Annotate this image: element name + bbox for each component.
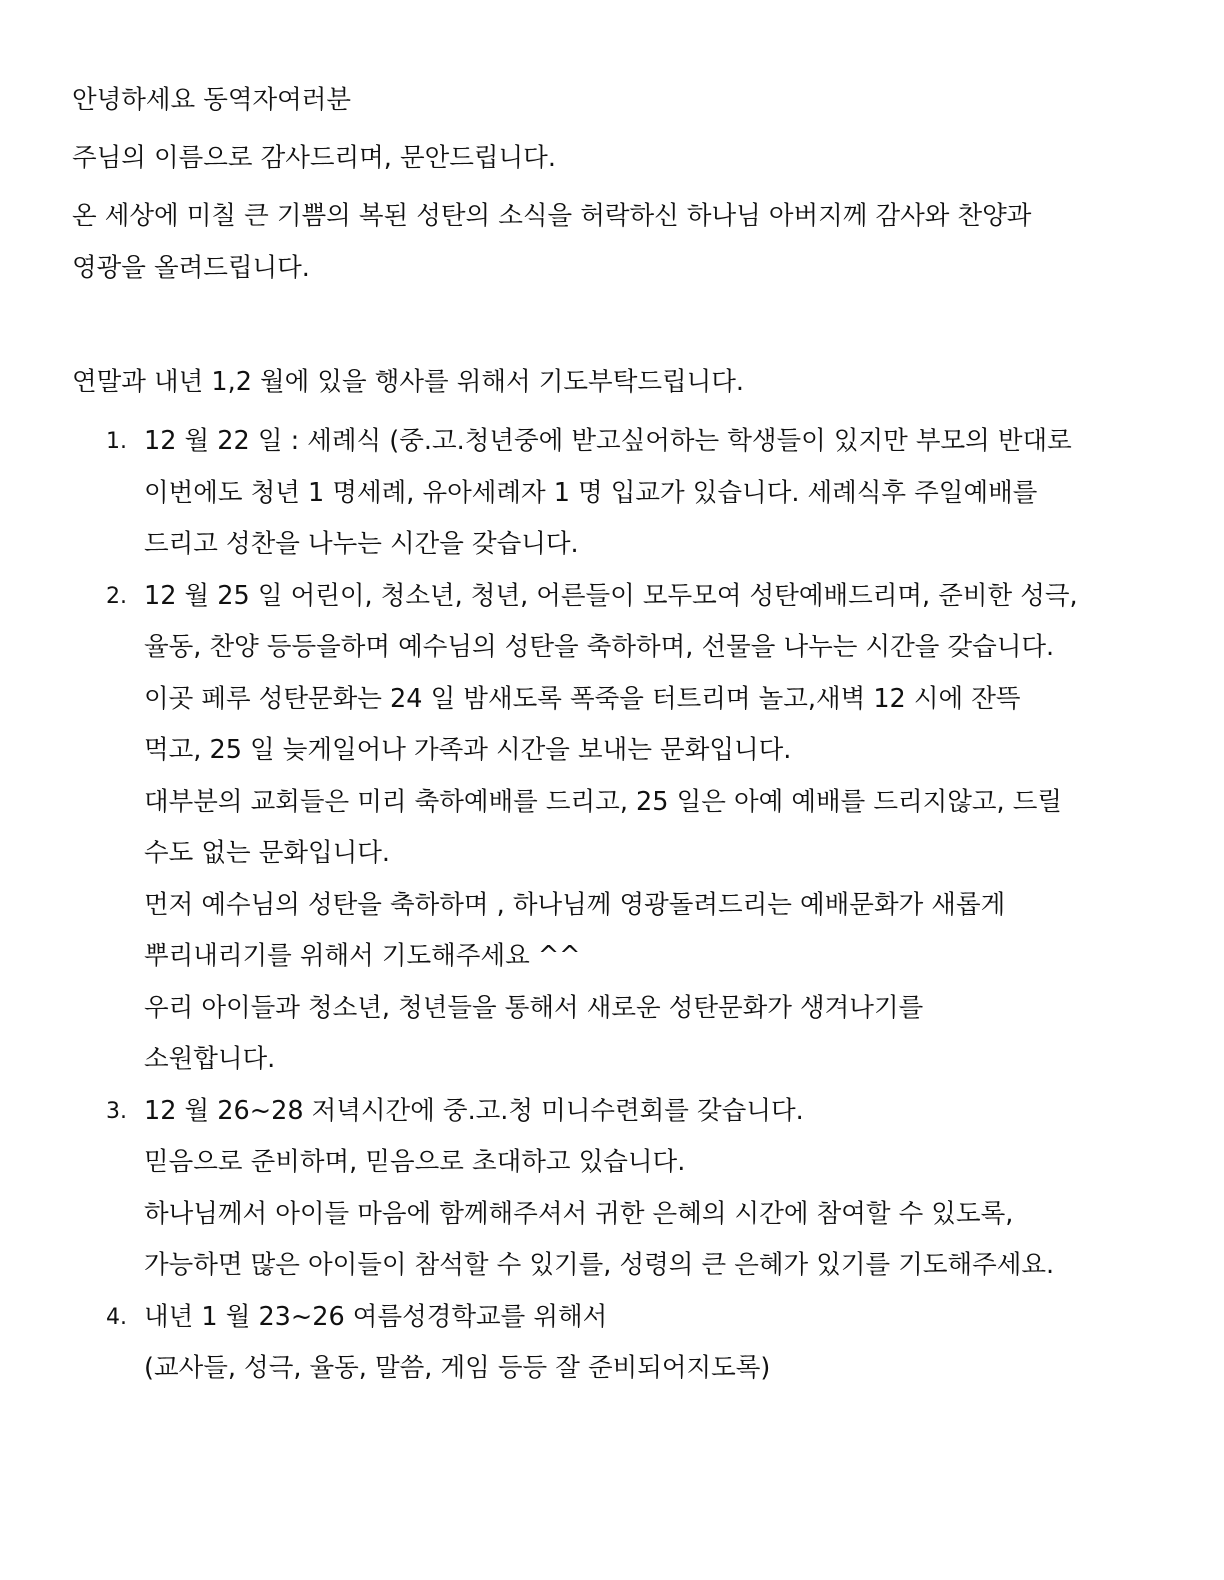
item-line: 믿음으로 준비하며, 믿음으로 초대하고 있습니다. xyxy=(144,1147,686,1177)
prayer-item-4 xyxy=(72,1292,1172,1395)
item-line: 가능하면 많은 아이들이 참석할 수 있기를, 성령의 큰 은혜가 있기를 기도해주세요. xyxy=(144,1250,1055,1280)
item-line: 12 월 26~28 저녁시간에 중.고.청 미니수련회를 갖습니다. xyxy=(144,1095,804,1126)
paragraph-spacer xyxy=(72,300,1172,356)
item-line: 드리고 성찬을 나누는 시간을 갖습니다. xyxy=(144,529,579,559)
item-line: 뿌리내리기를 위해서 기도해주세요 ^^ xyxy=(144,941,581,971)
item-line: 이번에도 청년 1 명세례, 유아세례자 1 명 입교가 있습니다. 세례식후 주일예배를 xyxy=(144,477,1038,508)
item-line: 우리 아이들과 청소년, 청년들을 통해서 새로운 성탄문화가 생겨나기를 xyxy=(144,992,924,1023)
prayer-item-1 xyxy=(72,416,1172,571)
item-line: 내년 1 월 23~26 여름성경학교를 위해서 xyxy=(144,1301,608,1332)
salutation-line: 주님의 이름으로 감사드리며, 문안드립니다. xyxy=(72,143,556,173)
prayer-item-2 xyxy=(72,571,1172,1086)
item-number: 2. xyxy=(106,583,127,609)
item-line: 수도 없는 문화입니다. xyxy=(144,838,391,868)
item-line: 먼저 예수님의 성탄을 축하하며 , 하나님께 영광돌려드리는 예배문화가 새롭게 xyxy=(144,889,1006,920)
praise-line: 영광을 올려드립니다. xyxy=(72,253,310,283)
prayer-item-3 xyxy=(72,1086,1172,1292)
item-line: 12 월 25 일 어린이, 청소년, 청년, 어른들이 모두모여 성탄예배드리며, 준비한 성극, xyxy=(144,580,1078,611)
item-line: 하나님께서 아이들 마음에 함께해주셔서 귀한 은혜의 시간에 참여할 수 있도록, xyxy=(144,1198,1014,1229)
letter-document xyxy=(72,74,1172,1395)
item-number: 3. xyxy=(106,1098,127,1124)
greeting-line: 안녕하세요 동역자여러분 xyxy=(72,85,352,115)
praise-line: 온 세상에 미칠 큰 기쁨의 복된 성탄의 소식을 허락하신 하나님 아버지께 감사와 찬양과 xyxy=(72,201,1032,231)
item-line: 12 월 22 일 : 세례식 (중.고.청년중에 받고싶어하는 학생들이 있지만 부모의 반대로 xyxy=(144,426,1072,456)
item-line: 율동, 찬양 등등을하며 예수님의 성탄을 축하하며, 선물을 나누는 시간을 갖습니다. xyxy=(144,632,1055,662)
item-line: 먹고, 25 일 늦게일어나 가족과 시간을 보내는 문화입니다. xyxy=(144,735,792,765)
item-line: (교사들, 성극, 율동, 말씀, 게임 등등 잘 준비되어지도록) xyxy=(144,1353,771,1383)
item-line: 이곳 페루 성탄문화는 24 일 밤새도록 폭죽을 터트리며 놀고,새벽 12 시에 잔뜩 xyxy=(144,683,1021,714)
item-number: 1. xyxy=(106,429,127,454)
prayer-request-intro: 연말과 내년 1,2 월에 있을 행사를 위해서 기도부탁드립니다. xyxy=(72,367,744,397)
prayer-item-list xyxy=(72,416,1172,1395)
item-line: 소원합니다. xyxy=(144,1044,276,1074)
item-line: 대부분의 교회들은 미리 축하예배를 드리고, 25 일은 아예 예배를 드리지않고, 드릴 xyxy=(144,786,1062,817)
praise-paragraph xyxy=(72,190,1172,294)
item-number: 4. xyxy=(106,1304,127,1330)
